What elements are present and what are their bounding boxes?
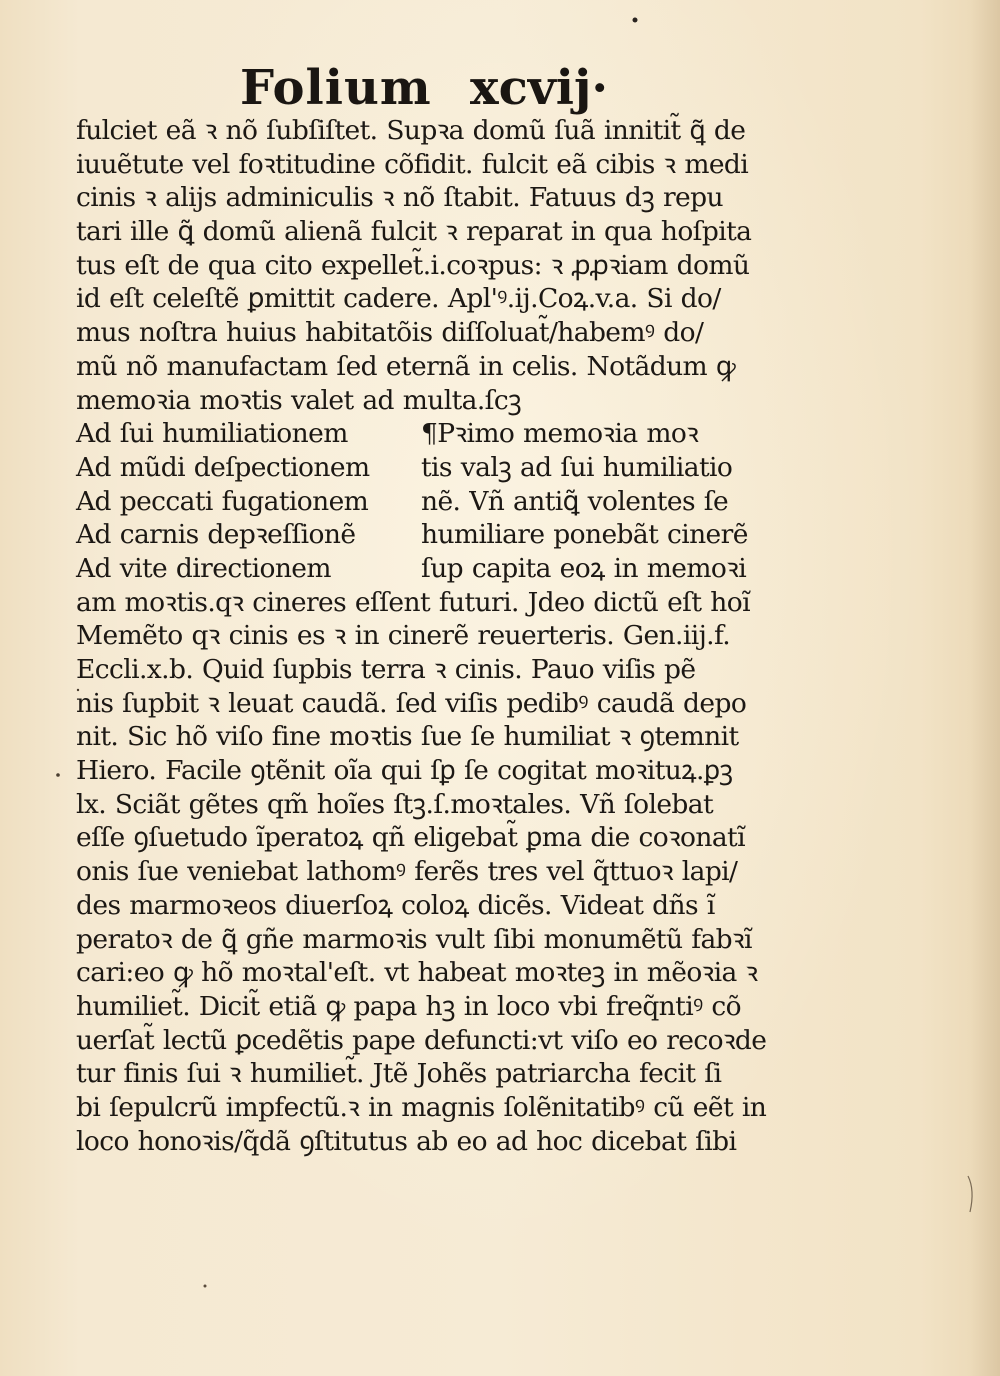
text-line: tus eſt de qua cito expellet̃.i.coꝛpus: ꝛ ꝓꝓꝛiam domũ [76, 249, 750, 281]
text-line: Hiero. Facile ꝯtẽnit oĩa qui ſꝑ ſe cogitat moꝛituꝝ.ꝑꝫ [76, 755, 733, 787]
text-line: tis valꝫ ad ſui humiliatio [421, 451, 733, 483]
list-item: Ad mũdi deſpectionem [76, 451, 370, 483]
pencil-stroke [968, 1176, 972, 1212]
commentary-column [421, 417, 776, 585]
text-line: nẽ. Vñ antiꝗ̃ volentes ſe [421, 485, 729, 517]
text-line: ¶Pꝛimo memoꝛia moꝛ [421, 418, 699, 450]
two-column-section [76, 417, 776, 585]
text-line: humiliet̃. Dicit̃ etiã ꝙ papa hꝫ in loco vbi freq̃ntiꝰ cõ [76, 990, 742, 1022]
text-line: ſup capita eoꝝ in memoꝛi [421, 552, 747, 584]
text-line: cari:eo ꝙ hõ moꝛtal'eſt. vt habeat moꝛteꝫ in mẽoꝛia ꝛ [76, 957, 758, 989]
text-line: eſſe ꝯſuetudo ĩperatoꝝ qñ eligebat̃ ꝑma die coꝛonatĩ [76, 822, 745, 854]
list-item: Ad ſui humiliationem [76, 418, 348, 450]
text-line: nit. Sic hõ viſo fine moꝛtis ſue ſe humiliat ꝛ ꝯtemnit [76, 721, 739, 753]
text-line: tur finis ſui ꝛ humiliet̃. Jtẽ Johẽs patriarcha fecit ſi [76, 1058, 722, 1090]
list-item: Ad vite directionem [76, 552, 331, 584]
text-line: mũ nõ manufactam ſed eternã in celis. Notãdum ꝙ [76, 350, 736, 382]
text-line: Eccli.x.b. Quid ſupbis terra ꝛ cinis. Pauo viſis pẽ [76, 654, 696, 685]
text-line: onis ſue veniebat lathomꝰ ferẽs tres vel q̃ttuoꝛ lapi/ [76, 856, 738, 888]
text-line: peratoꝛ de ꝗ̃ gñe marmoꝛis vult ſibi monumẽtũ fabꝛĩ [76, 923, 752, 955]
list-item: Ad carnis depꝛeſſionẽ [76, 519, 356, 551]
text-line: iuuẽtute vel foꝛtitudine cõfidit. fulcit eã cibis ꝛ medi [76, 148, 749, 180]
text-line: des marmoꝛeos diuerſoꝝ coloꝝ dicẽs. Videat dñs ĩ [76, 889, 715, 921]
folio-number: xcvij· [470, 60, 609, 116]
text-line: Memẽto qꝛ cinis es ꝛ in cinerẽ reuerteris. Gen.iij.f. [76, 620, 731, 652]
text-line: cinis ꝛ alijs adminiculis ꝛ nõ ſtabit. Fatuus dꝫ repu [76, 182, 723, 214]
body-text [76, 114, 776, 1158]
text-line: tari ille ꝗ̃ domũ alienã fulcit ꝛ reparat in qua hoſpita [76, 216, 752, 248]
ink-speck [204, 1285, 207, 1288]
text-line: mus noſtra huius habitatõis diſſoluat̃/habemꝰ do/ [76, 317, 704, 349]
text-line: memoꝛia moꝛtis valet ad multa.ſcꝫ [76, 384, 522, 416]
text-line: nis ſupbit ꝛ leuat caudã. ſed viſis pedibꝰ caudã depo [76, 687, 747, 719]
ink-speck [56, 773, 60, 777]
text-line: am moꝛtis.qꝛ cineres eſſent futuri. Jdeo dictũ eſt hoĩ [76, 586, 750, 618]
list-column [76, 417, 421, 585]
text-line: bi ſepulcrũ impfectũ.ꝛ in magnis ſolẽnitatibꝰ cũ eẽt in [76, 1091, 767, 1123]
ink-speck [633, 18, 638, 23]
text-line: id eſt celeſtẽ ꝑmittit cadere. Apl'ꝰ.ij.Coꝝ.v.a. Si do/ [76, 283, 721, 315]
text-line: fulciet eã ꝛ nõ ſubſiſtet. Supꝛa domũ ſuã innitit̃ ꝗ̃ de [76, 115, 746, 146]
text-line: loco honoꝛis/q̃dã ꝯſtitutus ab eo ad hoc dicebat ſibi [76, 1125, 737, 1157]
list-item: Ad peccati fugationem [76, 485, 369, 517]
text-line: humiliare ponebãt cinerẽ [421, 519, 748, 551]
folio-label: Folium [240, 60, 432, 116]
text-line: uerſat̃ lectũ ꝑcedẽtis pape defuncti:vt viſo eo recoꝛde [76, 1024, 767, 1056]
text-line: lx. Sciãt gẽtes qm̃ hoĩes ſtꝫ.ſ.moꝛtales. Vñ ſolebat [76, 788, 714, 820]
